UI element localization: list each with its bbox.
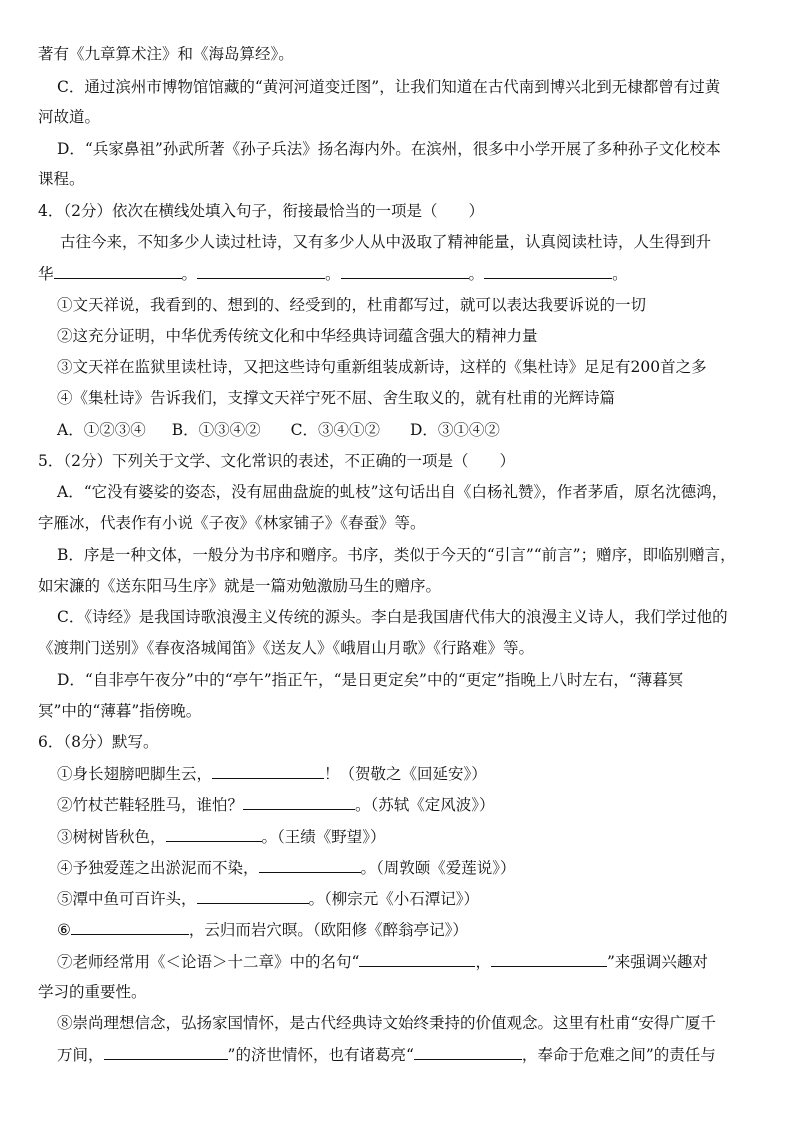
q6-blank-2[interactable] [243,793,355,810]
q6-blank-6[interactable] [71,918,189,935]
q4-option-c[interactable]: C．③④①② [290,421,380,439]
q4-sentence-4: ④《集杜诗》告诉我们，支撑文天祥宁死不屈、舍生取义的，就有杜甫的光辉诗篇 [57,389,616,407]
q6-stem: 6．（8分）默写。 [38,733,159,751]
q6-blank-1[interactable] [212,762,324,779]
q4-option-a[interactable]: A．①②③④ [57,421,146,439]
q3-option-c-line2: 河故道。 [38,108,101,126]
q3-option-d-line1: D．“兵家鼻祖”孙武所著《孙子兵法》扬名海内外。在滨州，很多中小学开展了多种孙子文化校本 [57,140,721,158]
q6-blank-5[interactable] [197,887,309,904]
q5-option-d-line2: 冥”中的“薄暮”指傍晚。 [38,702,202,720]
q6-blank-8a[interactable] [104,1043,228,1060]
q4-sentence-2: ②这充分证明，中华优秀传统文化和中华经典诗词蕴含强大的精神力量 [57,327,538,345]
q4-blank-4[interactable] [484,262,612,279]
q3-text-line: 著有《九章算术注》和《海岛算经》。 [38,45,294,63]
q6-blank-7a[interactable] [359,950,475,967]
q6-item-1: ①身长翅膀吧脚生云， ！（贺敬之《回延安》） [57,762,487,785]
q5-option-a-line1: A．“它没有婆娑的姿态，没有屈曲盘旋的虬枝”这句话出自《白杨礼赞》，作者茅盾，原名沈德鸿， [57,483,728,501]
q4-option-b[interactable]: B．①③④② [171,421,261,439]
q6-item-3: ③树树皆秋色， 。（王绩《野望》） [57,825,386,848]
q4-sentence-1: ①文天祥说，我看到的、想到的、经受到的，杜甫都写过，就可以表达我要诉说的一切 [57,296,647,314]
q4-options [57,419,500,441]
q4-blank-3[interactable] [341,262,469,279]
q4-sentence-3: ③文天祥在监狱里读杜诗，又把这些诗句重新组装成新诗，这样的《集杜诗》足足有200首之多 [57,358,707,376]
q4-stem: 4．（2分）依次在横线处填入句子，衔接最恰当的一项是（ ） [38,202,484,220]
q5-option-d-line1: D．“自非亭午夜分”中的“亭午”指正午，“是日更定矣”中的“更定”指晚上八时左右，“薄暮冥 [57,671,684,689]
q5-option-c-line2: 《渡荆门送别》《春夜洛城闻笛》《送友人》《峨眉山月歌》《行路难》等。 [38,639,535,657]
q4-option-d[interactable]: D．③①④② [409,421,500,439]
q4-blank-1[interactable] [54,262,182,279]
q5-option-c-line1: C．《诗经》是我国诗歌浪漫主义传统的源头。李白是我国唐代伟大的浪漫主义诗人，我们学过他的 [57,608,728,626]
q6-blank-3[interactable] [166,825,262,842]
q5-option-b-line2: 如宋濂的《送东阳马生序》就是一篇劝勉激励马生的赠序。 [38,577,442,595]
q5-option-b-line1: B．序是一种文体，一般分为书序和赠序。书序，类似于今天的“引言”“前言”；赠序，即临别赠言， [57,546,736,564]
q6-item-8-line2: 万间， ”的济世情怀，也有诸葛亮“ ，奉命于危难之间”的责任与 [57,1043,716,1066]
q4-passage-start: 华 [38,265,54,283]
q5-option-a-line2: 字雁冰，代表作有小说《子夜》《林家铺子》《春蚕》等。 [38,514,426,532]
q6-blank-7b[interactable] [491,950,607,967]
q6-blank-8b[interactable] [414,1043,522,1060]
q6-item-2: ②竹杖芒鞋轻胜马，谁怕？ 。（苏轼《定风波》） [57,793,495,816]
q4-passage-line1: 古往今来，不知多少人读过杜诗，又有多少人从中汲取了精神能量，认真阅读杜诗，人生得到升 [60,233,712,251]
q5-stem: 5．（2分）下列关于文学、文化常识的表述，不正确的一项是（ ） [38,452,515,470]
q6-item-6: ⑥ ，云归而岩穴暝。（欧阳修《醉翁亭记》） [57,918,468,941]
q6-item-5: ⑤潭中鱼可百许头， 。（柳宗元《小石潭记》） [57,887,479,910]
q6-blank-4[interactable] [259,856,361,873]
q6-item-7-line1: ⑦老师经常用《＜论语＞十二章》中的名句“ ， ”来强调兴趣对 [57,950,708,973]
q6-item-4: ④予独爱莲之出淤泥而不染， 。（周敦颐《爱莲说》） [57,856,516,879]
q6-item-8-line1: ⑧崇尚理想信念，弘扬家国情怀，是古代经典诗文始终秉持的价值观念。这里有杜甫“安得广厦千 [57,1014,716,1032]
q4-blank-2[interactable] [197,262,325,279]
q3-option-d-line2: 课程。 [38,170,85,188]
q4-passage-line2: 华 。 。 。 。 [38,262,628,285]
q3-option-c-line1: C．通过滨州市博物馆馆藏的“黄河河道变迁图”，让我们知道在古代南到博兴北到无棣都曾有过黄 [57,78,721,96]
q6-item-7-line2: 学习的重要性。 [38,983,147,1001]
